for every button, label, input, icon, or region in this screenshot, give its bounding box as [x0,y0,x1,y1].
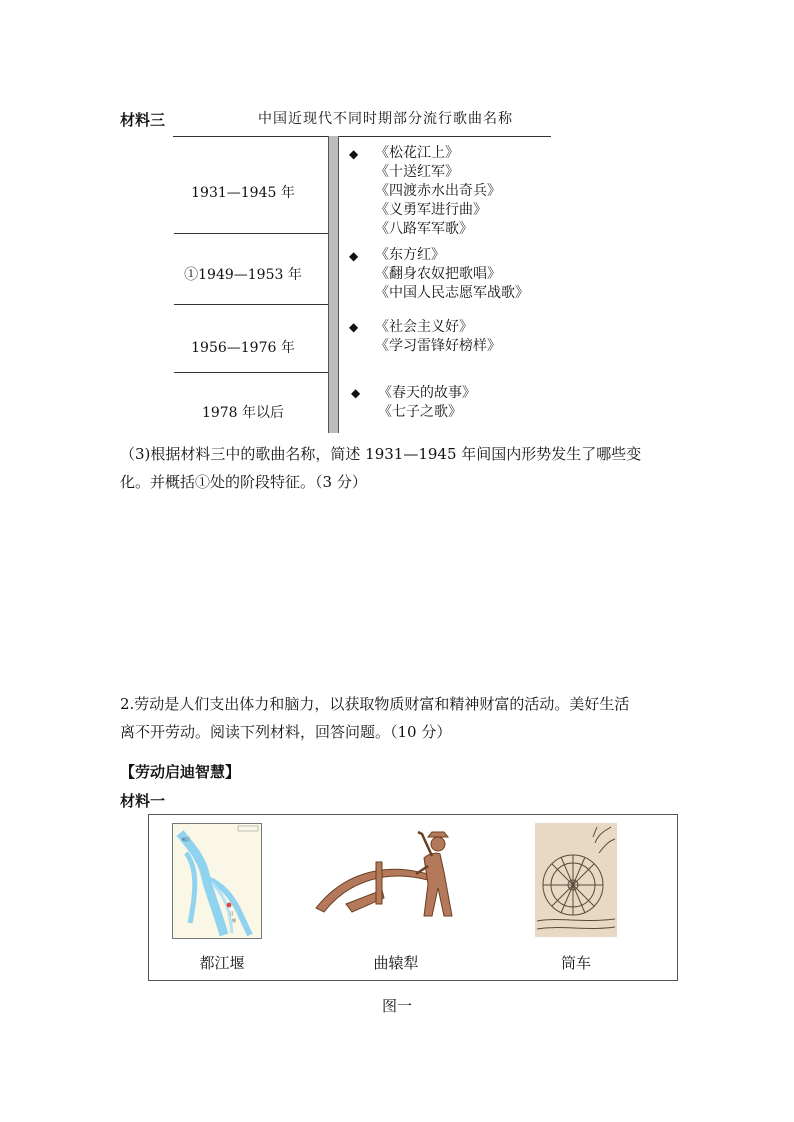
song-item: 《义勇军进行曲》 [375,202,487,218]
caption-waterwheel: 筒车 [560,954,591,972]
material3-label: 材料三 [120,111,166,129]
song-item: 《四渡赤水出奇兵》 [375,183,501,199]
diamond-bullet-icon: ◆ [349,320,359,334]
figure-caption: 图一 [381,997,412,1015]
song-list [375,246,529,303]
question2-line: 2.劳动是人们支出体力和脑力，以获取物质财富和精神财富的活动。美好生活 [120,695,630,713]
period-1949-1953: ①1949—1953 年 [184,267,302,283]
caption-dujiangyan: 都江堰 [199,954,245,972]
row-divider [174,233,328,234]
question2-line: 离不开劳动。阅读下列材料，回答问题。（10 分） [120,723,452,741]
song-list [375,318,501,356]
song-list [378,384,476,422]
song-item: 《松花江上》 [375,145,459,161]
song-item: 《东方红》 [375,247,445,263]
section-heading: 【劳动启迪智慧】 [120,763,241,781]
material1-label: 材料一 [120,792,166,810]
plough-figure-icon [312,828,472,924]
song-item: 《七子之歌》 [378,404,462,420]
song-item: 《中国人民志愿军战歌》 [375,285,529,301]
material3-title: 中国近现代不同时期部分流行歌曲名称 [258,111,513,127]
period-1978-after: 1978 年以后 [201,405,285,421]
row-divider [174,372,328,373]
question3-line: （3)根据材料三中的歌曲名称，简述 1931—1945 年间国内形势发生了哪些变 [120,445,642,463]
period-1956-1976: 1956—1976 年 [191,340,295,356]
table-top-line [173,136,551,137]
song-item: 《翻身农奴把歌唱》 [375,266,501,282]
song-list [375,144,501,239]
song-item: 《社会主义好》 [375,319,473,335]
svg-text:江: 江 [230,911,234,916]
song-item: 《十送红军》 [375,164,459,180]
diamond-bullet-icon: ◆ [351,386,361,400]
question2-text [120,690,680,746]
song-item: 《学习雷锋好榜样》 [375,338,501,354]
question3-text [120,440,680,496]
diamond-bullet-icon: ◆ [349,147,359,161]
dujiangyan-map-icon [172,823,262,943]
question3-line: 化。并概括①处的阶段特征。（3 分） [120,473,367,491]
row-divider [174,304,328,305]
waterwheel-drawing-icon [535,823,617,941]
timeline-bar [328,136,339,433]
period-1931-1945: 1931—1945 年 [191,185,295,201]
diamond-bullet-icon: ◆ [349,249,359,263]
svg-text:岷江: 岷江 [182,837,190,842]
svg-text:堰: 堰 [232,918,236,923]
caption-plough: 曲辕犁 [373,954,419,972]
song-item: 《春天的故事》 [378,385,476,401]
song-item: 《八路军军歌》 [375,221,473,237]
